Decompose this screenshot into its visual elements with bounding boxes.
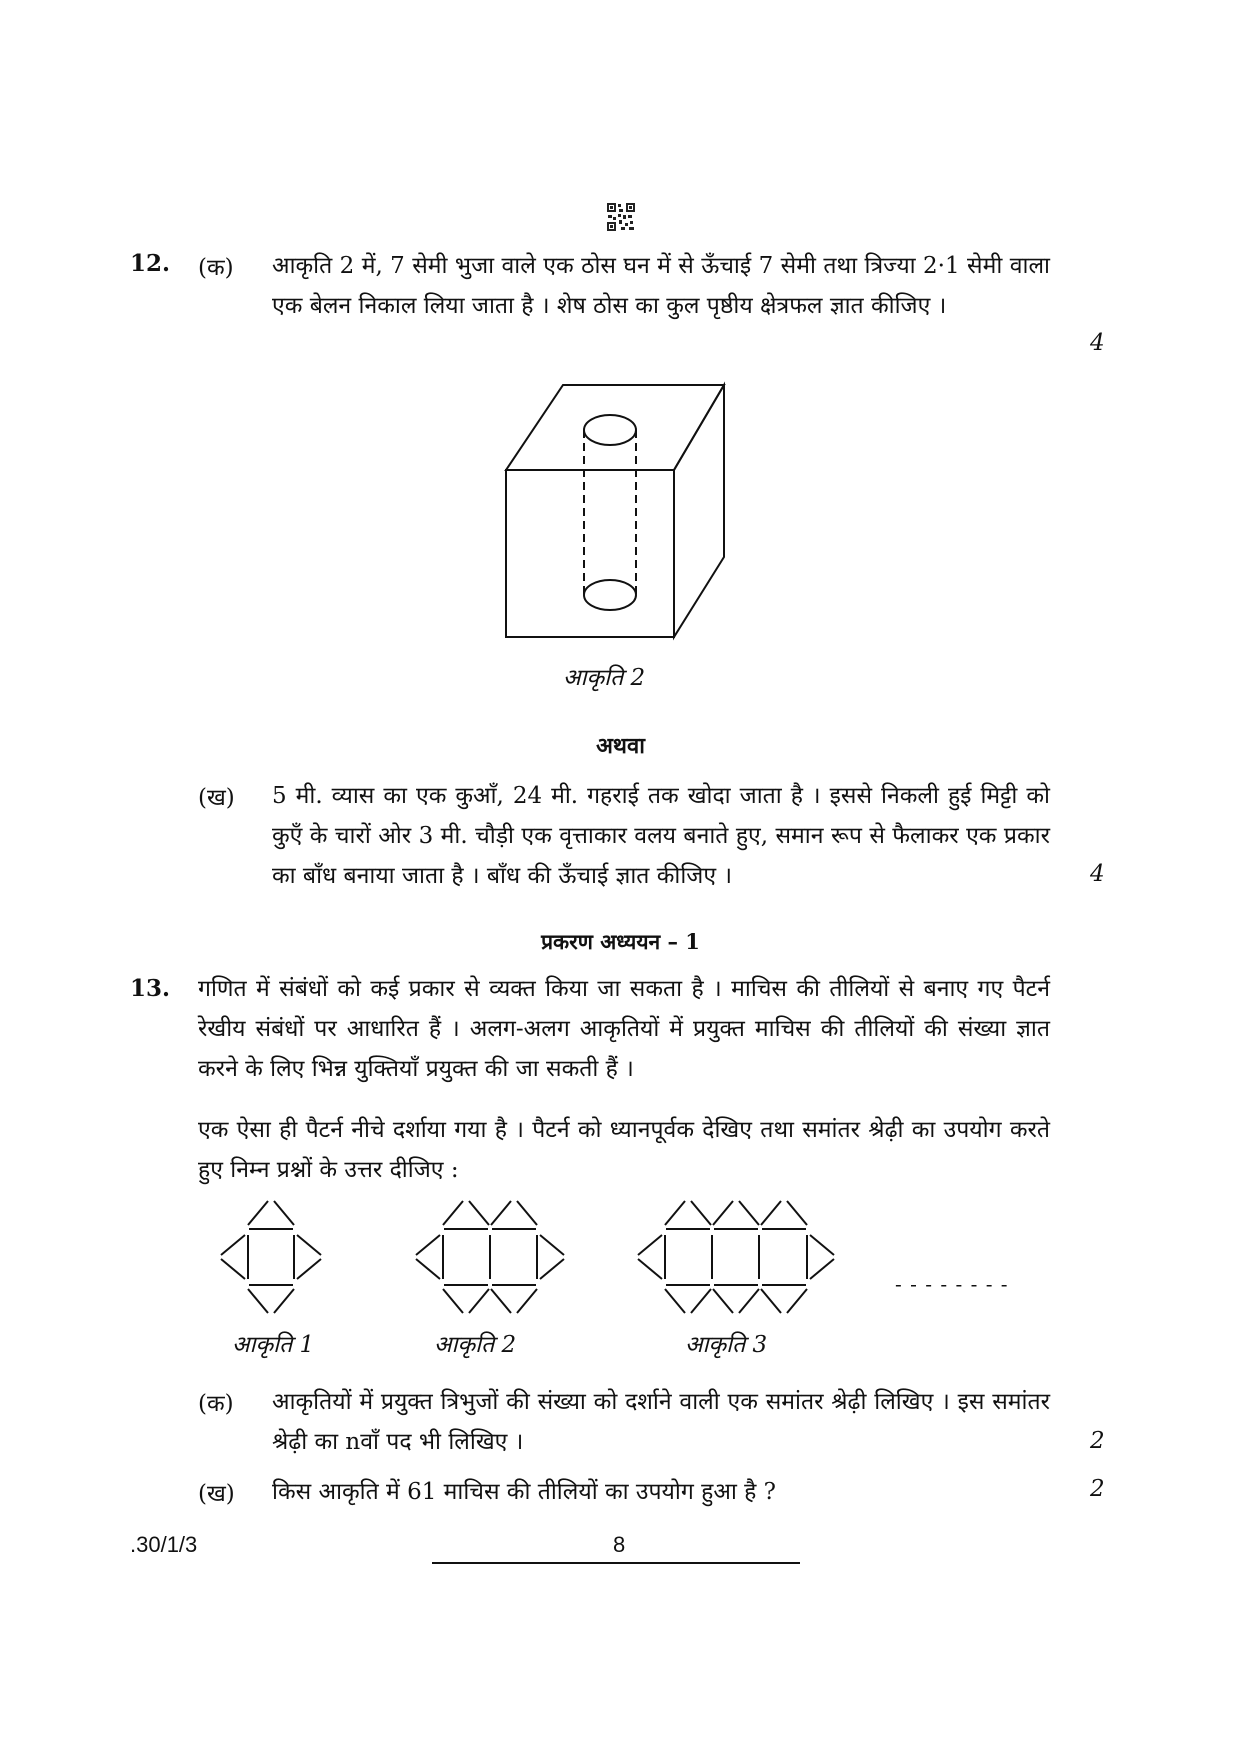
or-separator: अथवा [596,733,645,759]
q13-part-a-label: (क) [198,1391,234,1417]
q12-part-a-marks: 4 [1090,330,1105,356]
cube-with-cylinder-figure [490,375,730,650]
pattern-continuation: - - - - - - - - [895,1272,1009,1296]
question-number-12: 12. [130,250,171,277]
case-study-heading: प्रकरण अध्ययन – 1 [541,929,700,954]
matchstick-figure-3 [632,1195,842,1320]
figure-2-caption: आकृति 2 [563,665,646,691]
matchstick-figure-2 [410,1195,570,1320]
q12-part-a-text: आकृति 2 में, 7 सेमी भुजा वाले एक ठोस घन में से ऊँचाई 7 सेमी तथा त्रिज्या 2·1 सेमी वाला एक बेलन निकाल लिया जाता है । शेष ठोस का कुल पृष्ठीय क्षेत्रफल ज्ञात कीजिए । [272,253,1050,319]
q12-part-b-label: (ख) [198,785,235,811]
paper-code: .30/1/3 [130,1532,198,1557]
figure-3-caption: आकृति 3 [685,1332,768,1358]
q12-part-b-text: 5 मी. व्यास का एक कुआँ, 24 मी. गहराई तक खोदा जाता है । इससे निकली हुई मिट्टी को कुएँ के चारों ओर 3 मी. चौड़ी एक वृत्ताकार वलय बनाते हुए, समान रूप से फैलाकर एक प्रकार का बाँध बनाया जाता है । बाँध की ऊँचाई ज्ञात कीजिए । [272,783,1050,889]
footer-rule [432,1562,800,1564]
q13-part-b-label: (ख) [198,1481,235,1507]
figure-1-caption: आकृति 1 [232,1332,315,1358]
q13-intro-paragraph: गणित में संबंधों को कई प्रकार से व्यक्त किया जा सकता है । माचिस की तीलियों से बनाए गए पैटर्न रेखीय संबंधों पर आधारित हैं । अलग-अलग आकृतियों में प्रयुक्त माचिस की तीलियों की संख्या ज्ञात करने के लिए भिन्न युक्तियाँ प्रयुक्त की जा सकती हैं । [198,976,1050,1082]
qr-code-icon [607,203,635,231]
matchstick-figure-1 [215,1195,330,1320]
page-number: 8 [613,1532,626,1557]
q12-part-b-marks: 4 [1090,861,1105,887]
q12-part-a-label: (क) [198,255,234,281]
q13-part-a-marks: 2 [1090,1428,1105,1454]
q13-part-b-text: किस आकृति में 61 माचिस की तीलियों का उपयोग हुआ है ? [272,1479,777,1505]
q13-part-a-text: आकृतियों में प्रयुक्त त्रिभुजों की संख्या को दर्शाने वाली एक समांतर श्रेढ़ी लिखिए । इस समांतर श्रेढ़ी का nवाँ पद भी लिखिए । [272,1389,1050,1455]
question-number-13: 13. [130,975,171,1002]
q13-part-b-marks: 2 [1090,1476,1105,1502]
figure-2-pattern-caption: आकृति 2 [434,1332,517,1358]
q13-instruction-paragraph: एक ऐसा ही पैटर्न नीचे दर्शाया गया है । पैटर्न को ध्यानपूर्वक देखिए तथा समांतर श्रेढ़ी का उपयोग करते हुए निम्न प्रश्नों के उत्तर दीजिए : [198,1117,1050,1183]
